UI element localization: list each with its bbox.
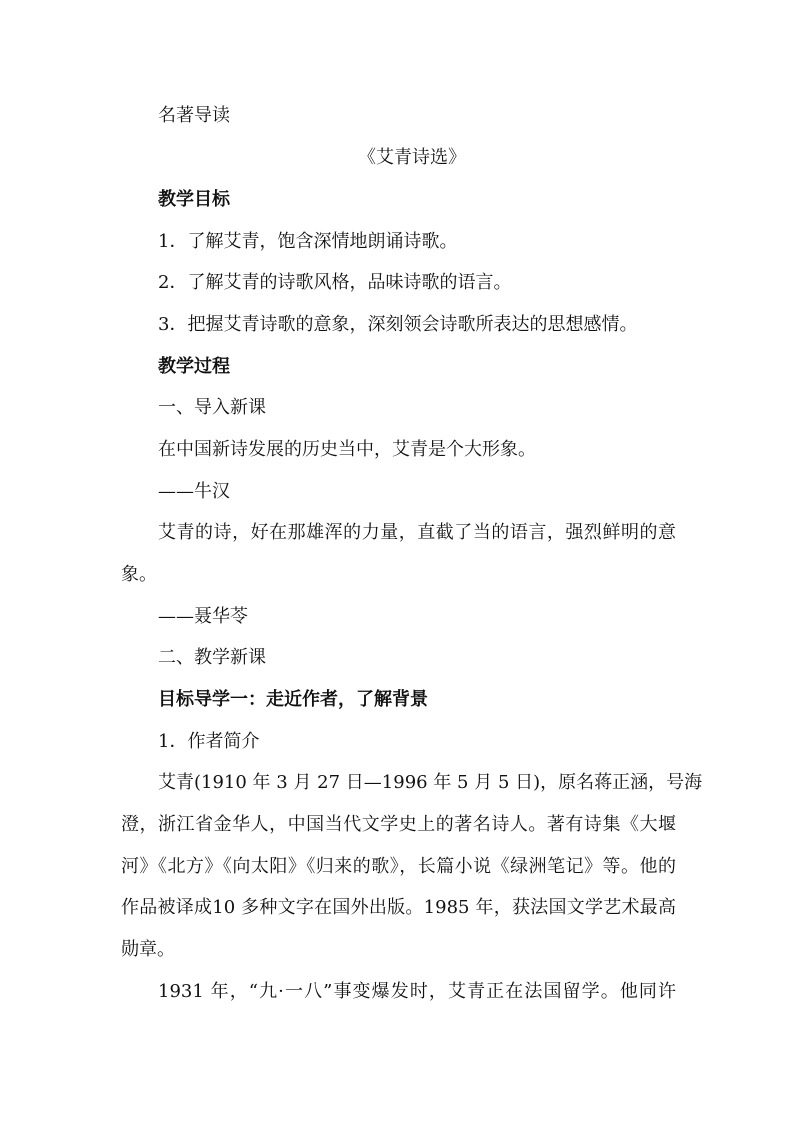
document-header: 名著导读 [158,105,230,126]
bio-line: 艾青(1910 年 3 月 27 日—1996 年 5 月 5 日)，原名蒋正涵，号海 [158,772,703,793]
section-heading-intro: 一、导入新课 [158,397,266,418]
goal-heading: 目标导学一：走近作者，了解背景 [158,689,428,710]
bio-line: 澄，浙江省金华人，中国当代文学史上的著名诗人。著有诗集《大堰 [121,814,676,835]
author-intro-heading: 1．作者简介 [158,731,260,752]
objective-item: 3．把握艾青诗歌的意象，深刻领会诗歌所表达的思想感情。 [158,314,638,335]
objective-item: 1．了解艾青，饱含深情地朗诵诗歌。 [158,231,458,252]
quote-text: 在中国新诗发展的历史当中，艾青是个大形象。 [158,439,536,460]
document-title: 《艾青诗选》 [358,147,466,168]
objectives-heading: 教学目标 [158,189,230,210]
quote-text-continuation: 象。 [121,564,157,585]
bio-line: 河》《北方》《向太阳》《归来的歌》，长篇小说《绿洲笔记》等。他的 [121,856,676,877]
process-heading: 教学过程 [158,356,230,377]
quote-text: 艾青的诗，好在那雄浑的力量，直截了当的语言，强烈鲜明的意 [158,522,676,543]
objective-item: 2．了解艾青的诗歌风格，品味诗歌的语言。 [158,272,512,293]
bio-line: 勋章。 [121,939,175,960]
quote-author: ——聂华苓 [158,606,248,627]
bio-line: 作品被译成10 多种文字在国外出版。1985 年，获法国文学艺术最高 [121,897,676,918]
section-heading-new-lesson: 二、教学新课 [158,647,266,668]
quote-author: ——牛汉 [158,481,230,502]
history-line: 1931 年，“九·一八”事变爆发时，艾青正在法国留学。他同许 [158,981,676,1002]
